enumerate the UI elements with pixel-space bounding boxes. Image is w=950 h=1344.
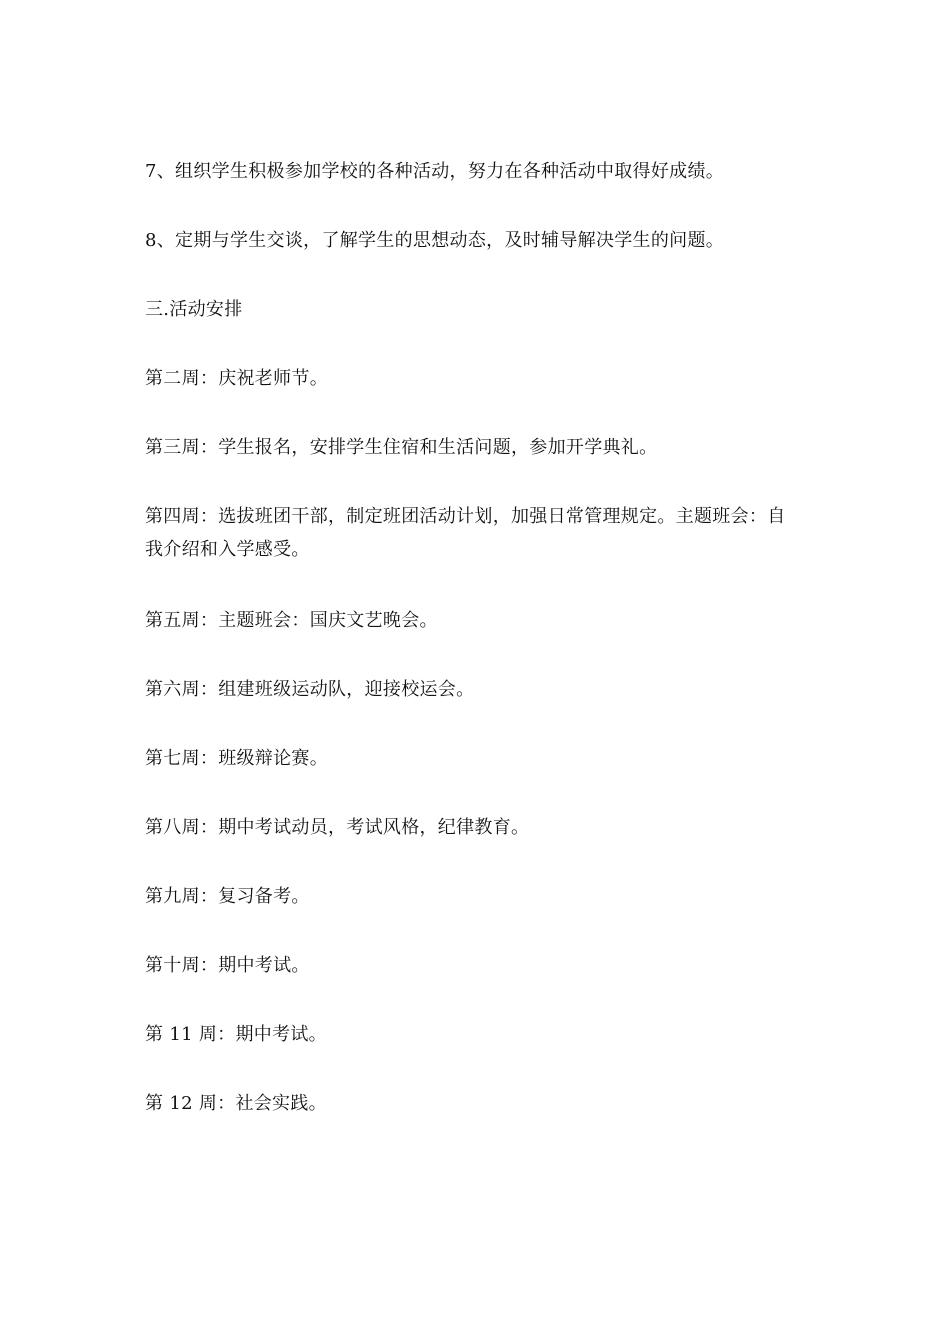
week-9-entry: 第九周：复习备考。 bbox=[145, 886, 310, 907]
week-3-entry: 第三周：学生报名，安排学生住宿和生活问题，参加开学典礼。 bbox=[145, 437, 658, 458]
item-8-text: 8、定期与学生交谈，了解学生的思想动态，及时辅导解决学生的问题。 bbox=[145, 230, 725, 251]
item-7-text: 7、组织学生积极参加学校的各种活动，努力在各种活动中取得好成绩。 bbox=[145, 161, 725, 182]
week-5-entry: 第五周：主题班会：国庆文艺晚会。 bbox=[145, 610, 438, 631]
week-10-entry: 第十周：期中考试。 bbox=[145, 955, 310, 976]
week-11-entry: 第 11 周：期中考试。 bbox=[145, 1024, 327, 1045]
week-4-entry: 第四周：选拔班团干部，制定班团活动计划，加强日常管理规定。主题班会：自我介绍和入学感受。 bbox=[145, 506, 786, 560]
week-7-entry: 第七周：班级辩论赛。 bbox=[145, 748, 328, 769]
week-2-entry: 第二周：庆祝老师节。 bbox=[145, 368, 328, 389]
section-heading-activities: 三.活动安排 bbox=[145, 299, 243, 320]
week-6-entry: 第六周：组建班级运动队，迎接校运会。 bbox=[145, 679, 475, 700]
week-8-entry: 第八周：期中考试动员，考试风格，纪律教育。 bbox=[145, 817, 530, 838]
week-12-entry: 第 12 周：社会实践。 bbox=[145, 1093, 327, 1114]
